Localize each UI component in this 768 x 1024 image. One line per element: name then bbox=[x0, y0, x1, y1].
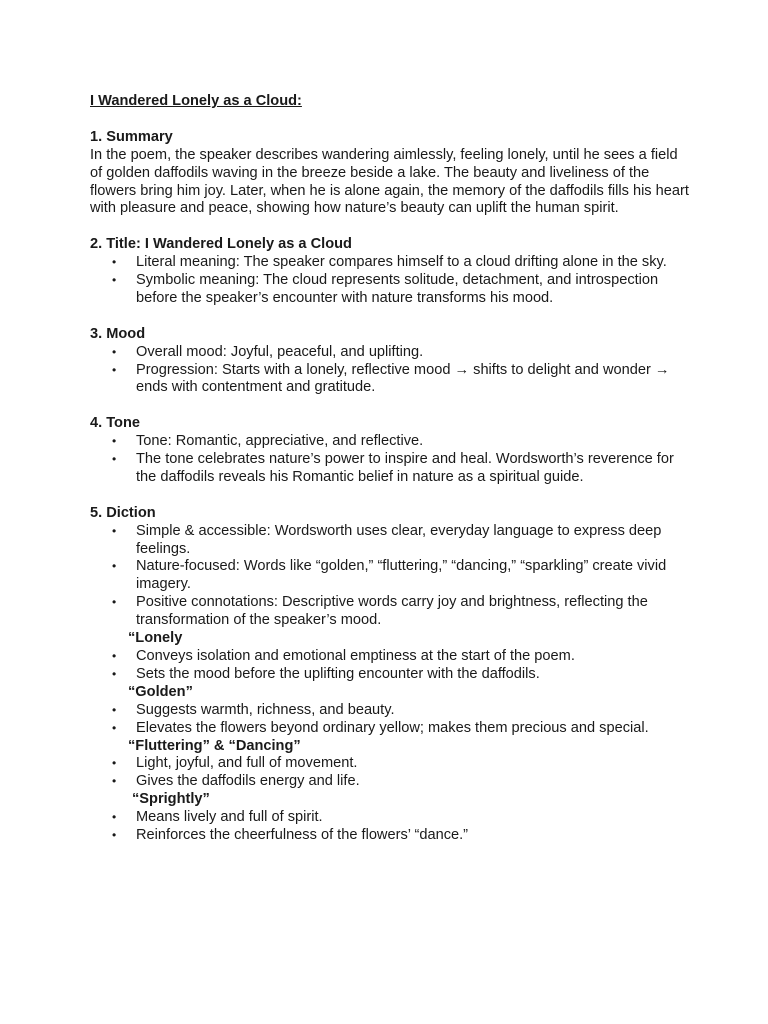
list-item bbox=[90, 648, 690, 666]
bullet-icon: • bbox=[112, 810, 117, 825]
list-item bbox=[90, 594, 690, 630]
list-item-text: Sets the mood before the uplifting encounter with the daffodils. bbox=[136, 665, 540, 682]
mood-list bbox=[90, 344, 690, 398]
word-list-lonely bbox=[90, 648, 690, 684]
diction-heading: 5. Diction bbox=[90, 504, 156, 521]
list-item-text: Literal meaning: The speaker compares himself to a cloud drifting alone in the sky. bbox=[136, 254, 667, 271]
list-item-text: Conveys isolation and emotional emptiness at the start of the poem. bbox=[136, 648, 575, 665]
bullet-icon: • bbox=[112, 559, 117, 574]
bullet-icon: • bbox=[112, 362, 117, 377]
list-item bbox=[90, 827, 690, 845]
list-item-text: Gives the daffodils energy and life. bbox=[136, 773, 360, 790]
word-heading-lonely: “Lonely bbox=[128, 630, 183, 647]
list-item bbox=[90, 755, 690, 773]
title-heading-prefix: 2. Title bbox=[90, 236, 136, 253]
mood-heading: 3. Mood bbox=[90, 325, 146, 342]
list-item-text: The tone celebrates nature’s power to inspire and heal. Wordsworth’s reverence for the daffodils reveals his Romantic belief in nature as a spiritual guide. bbox=[136, 451, 674, 485]
list-item-text: Progression: Starts with a lonely, reflective mood → shifts to delight and wonder → ends with contentment and gratitude. bbox=[136, 361, 670, 396]
list-item bbox=[90, 702, 690, 720]
list-item bbox=[90, 344, 690, 362]
bullet-icon: • bbox=[112, 434, 117, 449]
list-item bbox=[90, 362, 690, 398]
bullet-icon: • bbox=[112, 828, 117, 843]
bullet-icon: • bbox=[112, 720, 117, 735]
word-list-sprightly bbox=[90, 809, 690, 845]
list-item-text: Reinforces the cheerfulness of the flowers’ “dance.” bbox=[136, 827, 469, 844]
tone-heading: 4. Tone bbox=[90, 415, 141, 432]
bullet-icon: • bbox=[112, 649, 117, 664]
summary-heading: 1. Summary bbox=[90, 128, 173, 145]
list-item bbox=[90, 666, 690, 684]
word-heading-golden: “Golden” bbox=[128, 683, 193, 700]
list-item-text: Positive connotations: Descriptive words carry joy and brightness, reflecting the transformation of the speaker’s mood. bbox=[136, 594, 648, 629]
list-item bbox=[90, 433, 690, 451]
list-item-text: Nature-focused: Words like “golden,” “fluttering,” “dancing,” “sparkling” create vivid imagery. bbox=[136, 558, 667, 593]
list-item bbox=[90, 523, 690, 559]
list-item-text: Elevates the flowers beyond ordinary yellow; makes them precious and special. bbox=[136, 719, 649, 736]
bullet-icon: • bbox=[112, 452, 117, 467]
document-page bbox=[90, 93, 690, 845]
word-list-golden bbox=[90, 702, 690, 738]
bullet-icon: • bbox=[112, 344, 117, 359]
document-title: I Wandered Lonely as a Cloud: bbox=[90, 93, 302, 109]
list-item bbox=[90, 558, 690, 594]
title-heading-rest: : I Wandered Lonely as a Cloud bbox=[135, 236, 352, 253]
word-heading-fluttering-dancing: “Fluttering” & “Dancing” bbox=[128, 737, 301, 754]
bullet-icon: • bbox=[112, 702, 117, 717]
list-item-text: Overall mood: Joyful, peaceful, and uplifting. bbox=[136, 343, 424, 360]
diction-list bbox=[90, 523, 690, 630]
bullet-icon: • bbox=[112, 666, 117, 681]
list-item-text: Means lively and full of spirit. bbox=[136, 809, 323, 826]
word-heading-sprightly: “Sprightly” bbox=[132, 791, 210, 808]
list-item-text: Symbolic meaning: The cloud represents solitude, detachment, and introspection before the speaker’s encounter with nature transforms his mood. bbox=[136, 272, 659, 306]
bullet-icon: • bbox=[112, 774, 117, 789]
list-item bbox=[90, 809, 690, 827]
list-item-text: Light, joyful, and full of movement. bbox=[136, 755, 358, 772]
bullet-icon: • bbox=[112, 523, 117, 538]
word-list-fluttering-dancing bbox=[90, 755, 690, 791]
bullet-icon: • bbox=[112, 595, 117, 610]
bullet-icon: • bbox=[112, 273, 117, 288]
title-list bbox=[90, 254, 690, 308]
list-item bbox=[90, 272, 690, 308]
summary-text: In the poem, the speaker describes wandering aimlessly, feeling lonely, until he sees a field of golden daffodils waving in the breeze beside a lake. The beauty and liveliness of the flowers bring him joy. Later, when he is alone again, the memory of the daffodils fills his heart with pleasure and peace, showing how nature’s beauty can uplift the human spirit. bbox=[90, 146, 689, 217]
list-item bbox=[90, 451, 690, 487]
list-item bbox=[90, 254, 690, 272]
list-item bbox=[90, 720, 690, 738]
list-item-text: Suggests warmth, richness, and beauty. bbox=[136, 701, 395, 718]
list-item-text: Tone: Romantic, appreciative, and reflective. bbox=[136, 433, 424, 450]
tone-list bbox=[90, 433, 690, 487]
title-section-heading bbox=[90, 236, 690, 254]
bullet-icon: • bbox=[112, 756, 117, 771]
list-item bbox=[90, 773, 690, 791]
list-item-text: Simple & accessible: Wordsworth uses clear, everyday language to express deep feelings. bbox=[136, 522, 662, 557]
bullet-icon: • bbox=[112, 255, 117, 270]
